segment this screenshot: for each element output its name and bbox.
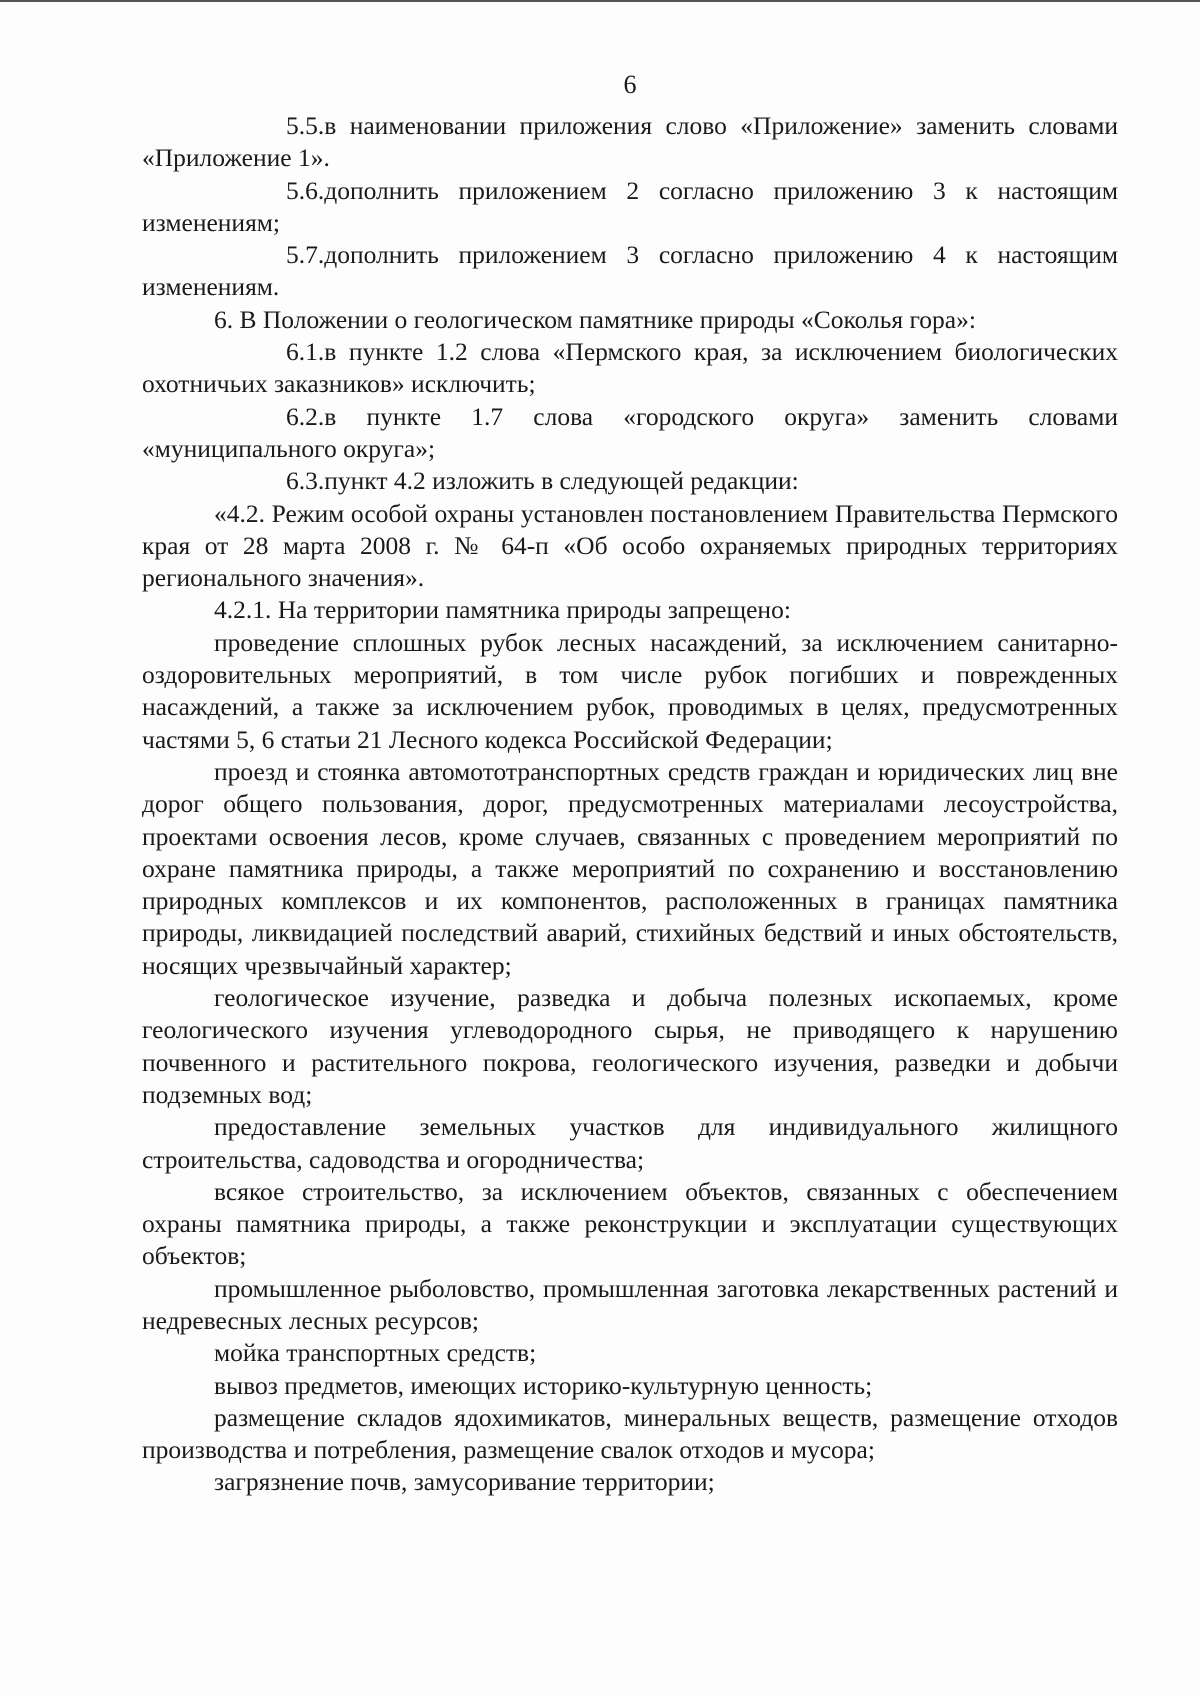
paragraph-text: мойка транспортных средств;	[214, 1338, 537, 1368]
paragraph-prohibition-construction	[142, 1176, 1118, 1273]
paragraph-6	[142, 304, 1118, 336]
paragraph-prohibition-fishing	[142, 1273, 1118, 1338]
paragraph-number: 5.5.	[286, 111, 325, 140]
paragraph-6-2	[142, 401, 1118, 466]
paragraph-number: 5.6.	[286, 175, 325, 205]
paragraph-6-1	[142, 336, 1118, 401]
paragraph-prohibition-pollution	[142, 1466, 1118, 1498]
paragraph-text: в пункте 1.2 слова «Пермского края, за исключением биологических охотничьих заказников» исключить;	[142, 337, 1118, 399]
paragraph-5-6	[142, 175, 1118, 240]
paragraph-5-5	[142, 110, 1118, 175]
paragraph-text: всякое строительство, за исключением объектов, связанных с обеспечением охраны памятника природы, а также реконструкции и эксплуатации существующих объектов;	[142, 1176, 1118, 1271]
paragraph-text: дополнить приложением 3 согласно приложению 4 к настоящим изменениям.	[142, 240, 1118, 302]
paragraph-text: 4.2.1. На территории памятника природы запрещено:	[214, 595, 791, 625]
paragraph-5-7	[142, 239, 1118, 304]
paragraph-prohibition-logging	[142, 627, 1118, 756]
paragraph-text: проезд и стоянка автомототранспортных средств граждан и юридических лиц вне дорог общего пользования, дорог, предусмотренных материалами лесоустройства, проектами освоения лесов, кроме случаев, связанных с проведением мероприятий по охране памятника природы, а также мероприятий по сохранению и восстановлению природных комплексов и их компонентов, расположенных в границах памятника природы, ликвидацией последствий аварий, стихийных бедствий и иных обстоятельств, носящих чрезвычайный характер;	[142, 756, 1118, 980]
paragraph-prohibition-vehicles	[142, 756, 1118, 982]
paragraph-text: промышленное рыболовство, промышленная заготовка лекарственных растений и недревесных лесных ресурсов;	[142, 1273, 1118, 1335]
paragraph-text: геологическое изучение, разведка и добыча полезных ископаемых, кроме геологического изучения углеводородного сырья, не приводящего к нарушению почвенного и растительного покрова, геологического изучения, разведки и добычи подземных вод;	[142, 983, 1118, 1109]
paragraph-text: дополнить приложением 2 согласно приложению 3 к настоящим изменениям;	[142, 175, 1118, 237]
paragraph-prohibition-storage	[142, 1402, 1118, 1467]
document-body	[142, 110, 1118, 1499]
paragraph-4-2	[142, 498, 1118, 595]
paragraph-prohibition-geology	[142, 982, 1118, 1111]
paragraph-prohibition-removal	[142, 1370, 1118, 1402]
paragraph-text: 6. В Положении о геологическом памятнике природы «Соколья гора»:	[214, 304, 976, 334]
paragraph-text: «4.2. Режим особой охраны установлен постановлением Правительства Пермского края от 28 марта 2008 г. № 64-п «Об особо охраняемых природных территориях регионального значения».	[142, 498, 1118, 593]
scan-top-edge	[0, 0, 1200, 2]
paragraph-6-3	[142, 465, 1118, 497]
paragraph-text: пункт 4.2 изложить в следующей редакции:	[324, 466, 799, 496]
paragraph-prohibition-land-plots	[142, 1111, 1118, 1176]
paragraph-prohibition-car-wash	[142, 1337, 1118, 1369]
paragraph-text: размещение складов ядохимикатов, минеральных веществ, размещение отходов производства и потребления, размещение свалок отходов и мусора;	[142, 1402, 1118, 1465]
paragraph-text: загрязнение почв, замусоривание территории;	[214, 1467, 715, 1497]
paragraph-number: 5.7.	[286, 240, 325, 270]
paragraph-text: в наименовании приложения слово «Приложение» заменить словами «Приложение 1».	[142, 111, 1118, 173]
paragraph-number: 6.3.	[286, 466, 325, 496]
paragraph-text: предоставление земельных участков для индивидуального жилищного строительства, садоводства и огородничества;	[142, 1112, 1118, 1174]
paragraph-text: вывоз предметов, имеющих историко-культурную ценность;	[214, 1370, 873, 1400]
paragraph-text: проведение сплошных рубок лесных насаждений, за исключением санитарно-оздоровительных мероприятий, в том числе рубок погибших и поврежденных насаждений, а также за исключением рубок, проводимых в целях, предусмотренных частями 5, 6 статьи 21 Лесного кодекса Российской Федерации;	[142, 627, 1118, 754]
paragraph-4-2-1	[142, 594, 1118, 626]
paragraph-number: 6.2.	[286, 401, 325, 431]
page-number: 6	[623, 70, 637, 99]
paragraph-number: 6.1.	[286, 337, 325, 367]
paragraph-text: в пункте 1.7 слова «городского округа» заменить словами «муниципального округа»;	[142, 401, 1118, 463]
